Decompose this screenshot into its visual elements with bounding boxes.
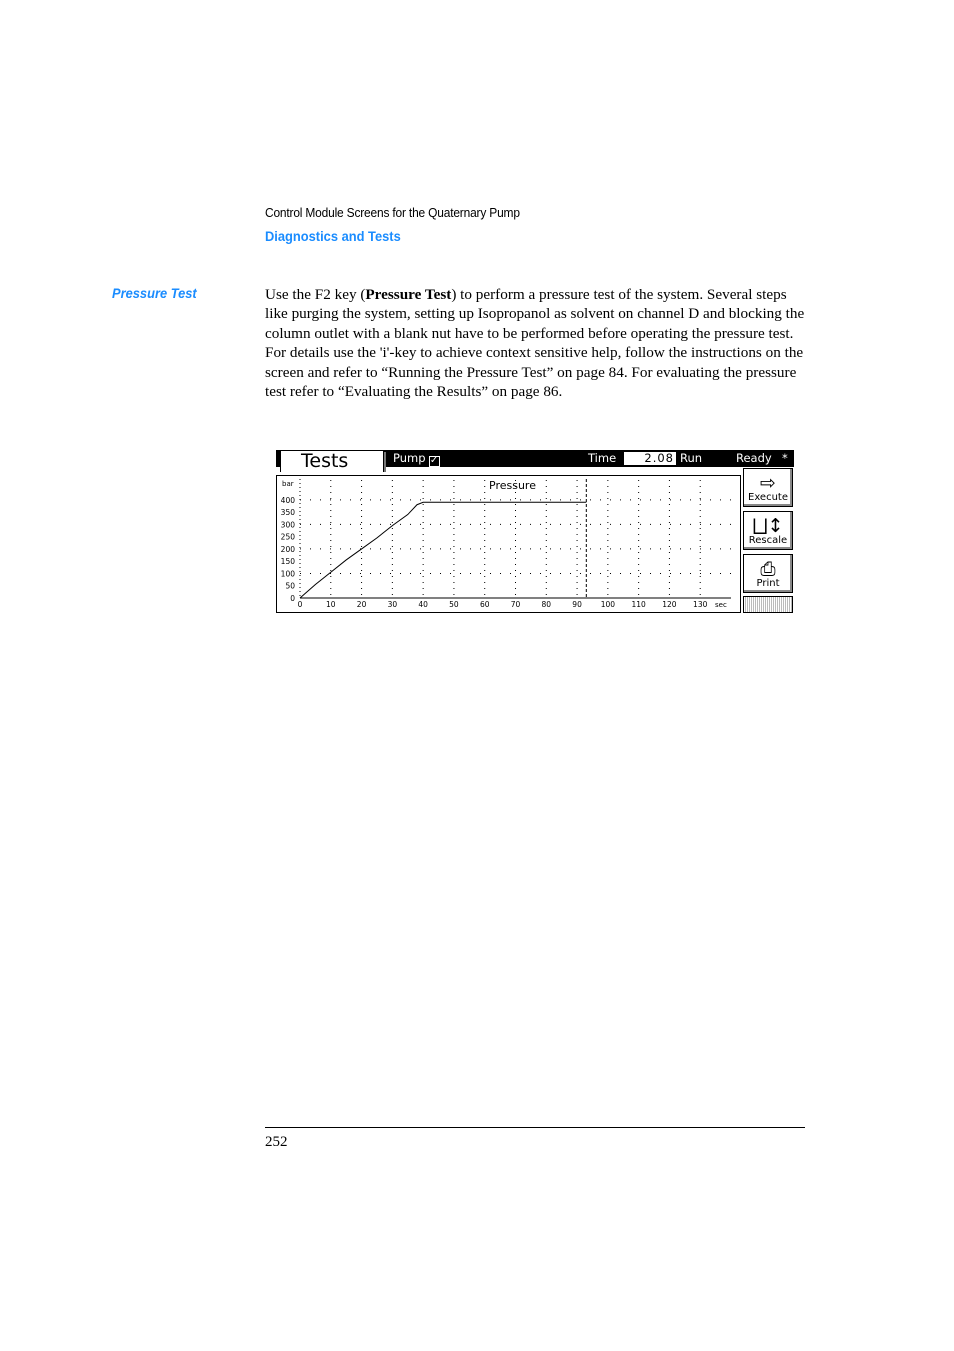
y-tick-label: 0: [290, 594, 295, 603]
status-mark: *: [782, 451, 788, 465]
y-tick-label: 250: [280, 532, 295, 542]
pump-label: Pump: [393, 451, 426, 465]
x-tick-label: 40: [418, 600, 428, 609]
x-tick-label: 30: [387, 600, 398, 609]
x-tick-label: 10: [326, 600, 336, 609]
section-heading: Diagnostics and Tests: [265, 228, 401, 244]
time-value: 2.08: [624, 452, 676, 465]
x-axis-label: sec: [715, 601, 727, 609]
running-head: Control Module Screens for the Quaternary Pump: [265, 205, 520, 220]
execute-label: Execute: [748, 492, 788, 503]
time-label: Time: [588, 451, 617, 465]
rescale-label: Rescale: [748, 535, 788, 546]
run-label: Run: [680, 451, 703, 465]
print-button[interactable]: [743, 554, 793, 593]
y-tick-label: 100: [280, 569, 295, 579]
chart-series: [300, 479, 586, 598]
status-text: Ready: [736, 451, 772, 465]
body-text-bold: Pressure Test: [365, 286, 452, 303]
tab-tests[interactable]: Tests: [280, 450, 384, 472]
empty-softkey[interactable]: [743, 596, 793, 613]
x-tick-label: 20: [356, 600, 367, 609]
pump-checkbox-icon[interactable]: ✓: [429, 455, 439, 466]
x-tick-label: 90: [572, 600, 582, 609]
body-paragraph: [265, 285, 805, 401]
page-number: 252: [265, 1134, 288, 1150]
tab-shadow: [384, 452, 386, 472]
y-tick-labels: [281, 496, 296, 603]
x-tick-label: 130: [693, 600, 708, 609]
y-tick-label: 400: [280, 495, 295, 505]
x-tick-label: 120: [662, 600, 677, 609]
series-line-pressure: [300, 502, 586, 598]
x-tick-label: 100: [600, 600, 616, 609]
execute-button[interactable]: [743, 468, 793, 507]
y-tick-label: 50: [285, 581, 295, 591]
x-tick-label: 70: [510, 600, 521, 609]
print-label: Print: [756, 578, 780, 589]
pressure-chart: [276, 475, 741, 613]
x-tick-label: 0: [297, 600, 303, 609]
y-tick-label: 150: [280, 557, 295, 567]
y-tick-label: 300: [280, 520, 295, 530]
control-module-screen: [276, 450, 794, 614]
y-tick-label: 350: [280, 508, 295, 518]
x-tick-label: 80: [541, 600, 552, 609]
x-tick-labels: [298, 600, 708, 609]
y-axis-label: bar: [282, 480, 294, 488]
x-tick-label: 50: [449, 600, 459, 609]
footer-rule: [265, 1127, 805, 1128]
printer-icon: ⎙: [760, 558, 776, 580]
chart-title: Pressure: [489, 479, 536, 492]
side-heading: Pressure Test: [112, 285, 197, 301]
x-tick-label: 60: [479, 600, 490, 609]
body-text-post: ) to perform a pressure test of the system. Several steps like purging the system, setting up Isopropanol as solvent on channel D and blocking the column outlet with a blank nut have to be performed before operating the pressure test. For details use the 'i'-key to achieve context sensitive help, follow the instructions on the screen and refer to “Running the Pressure Test” on page 84. For evaluating the pressure test refer to “Evaluating the Results” on page 86.: [265, 286, 805, 401]
chart-grid: [300, 479, 731, 598]
arrow-right-icon: ⇨: [760, 472, 776, 494]
body-text-pre: Use the F2 key (: [265, 286, 366, 303]
rescale-icon: ⨆↕: [752, 515, 784, 537]
x-tick-label: 110: [631, 600, 646, 609]
rescale-button[interactable]: [743, 511, 793, 550]
y-tick-label: 200: [280, 544, 295, 554]
pump-indicator[interactable]: [393, 451, 440, 467]
